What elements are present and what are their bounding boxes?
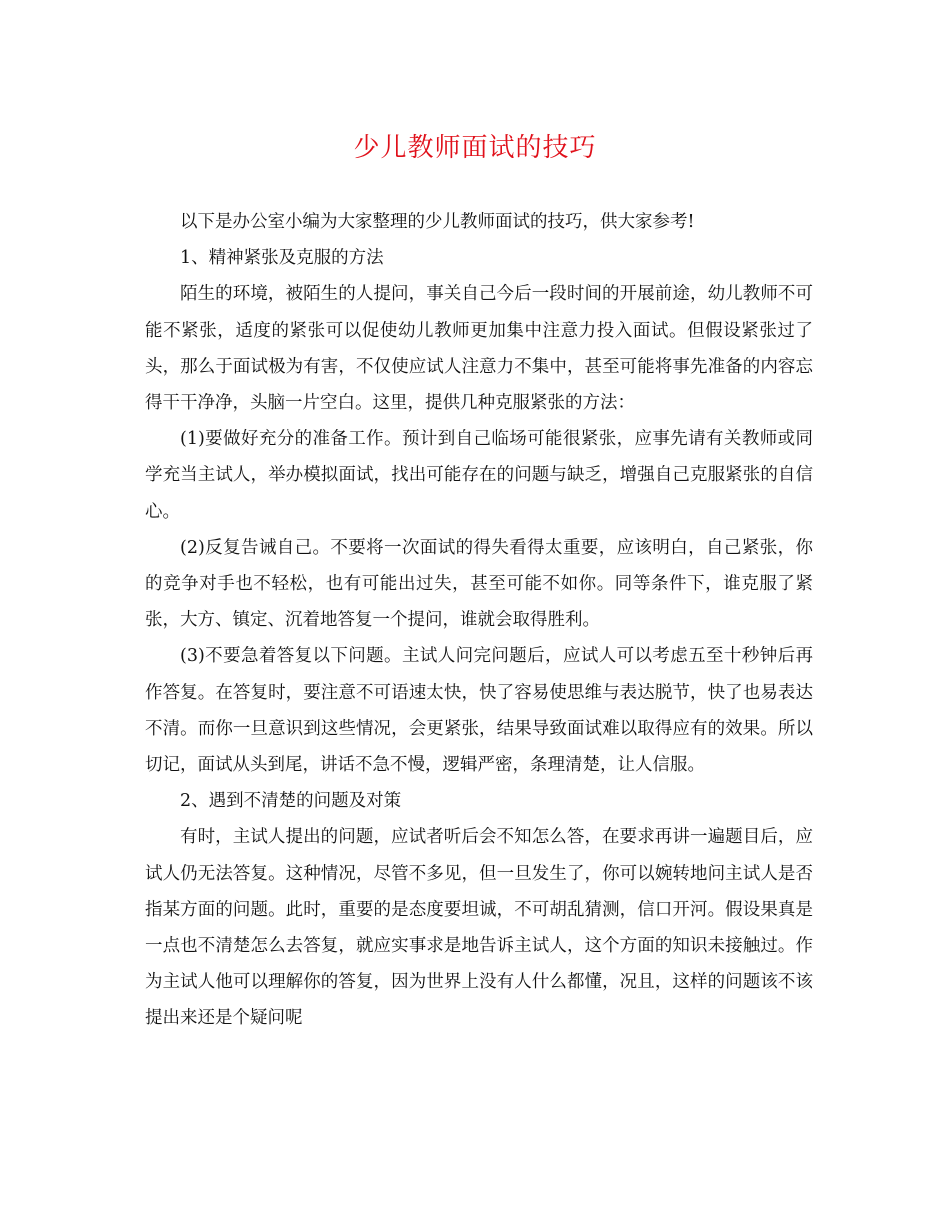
body-paragraph: 有时，主试人提出的问题，应试者听后会不知怎么答，在要求再讲一遍题目后，应试人仍无法答复。这种情况，尽管不多见，但一旦发生了，你可以婉转地问主试人是否指某方面的问题。此时，重要的是态度要坦诚，不可胡乱猜测，信口开河。假设果真是一点也不清楚怎么去答复，就应实事求是地告诉主试人，这个方面的知识未接触过。作为主试人他可以理解你的答复，因为世界上没有人什么都懂，况且，这样的问题该不该提出来还是个疑问呢 [145, 827, 813, 1029]
section-heading-1: 1、精神紧张及克服的方法 [180, 248, 384, 269]
body-paragraph: (1)要做好充分的准备工作。预计到自己临场可能很紧张，应事先请有关教师或同学充当主试人，举办模拟面试，找出可能存在的问题与缺乏，增强自己克服紧张的自信心。 [145, 429, 813, 522]
body-paragraph: (2)反复告诫自己。不要将一次面试的得失看得太重要，应该明白，自己紧张，你的竞争对手也不轻松，也有可能出过失，甚至可能不如你。同等条件下，谁克服了紧张，大方、镇定、沉着地答复一个提问，谁就会取得胜利。 [145, 537, 813, 631]
body-paragraph: 陌生的环境，被陌生的人提问，事关自己今后一段时间的开展前途，幼儿教师不可能不紧张，适度的紧张可以促使幼儿教师更加集中注意力投入面试。但假设紧张过了头，那么于面试极为有害，不仅使应试人注意力不集中，甚至可能将事先准备的内容忘得干干净净，头脑一片空白。这里，提供几种克服紧张的方法： [145, 284, 813, 414]
document-body [145, 204, 813, 1037]
body-paragraph: (3)不要急着答复以下问题。主试人问完问题后，应试人可以考虑五至十秒钟后再作答复。在答复时，要注意不可语速太快，快了容易使思维与表达脱节，快了也易表达不清。而你一旦意识到这些情况，会更紧张，结果导致面试难以取得应有的效果。所以切记，面试从头到尾，讲话不急不慢，逻辑严密，条理清楚，让人信服。 [145, 646, 813, 776]
section-heading-2: 2、遇到不清楚的问题及对策 [180, 791, 402, 812]
intro-paragraph: 以下是办公室小编为大家整理的少儿教师面试的技巧，供大家参考! [180, 212, 695, 232]
document-title: 少儿教师面试的技巧 [353, 133, 597, 163]
